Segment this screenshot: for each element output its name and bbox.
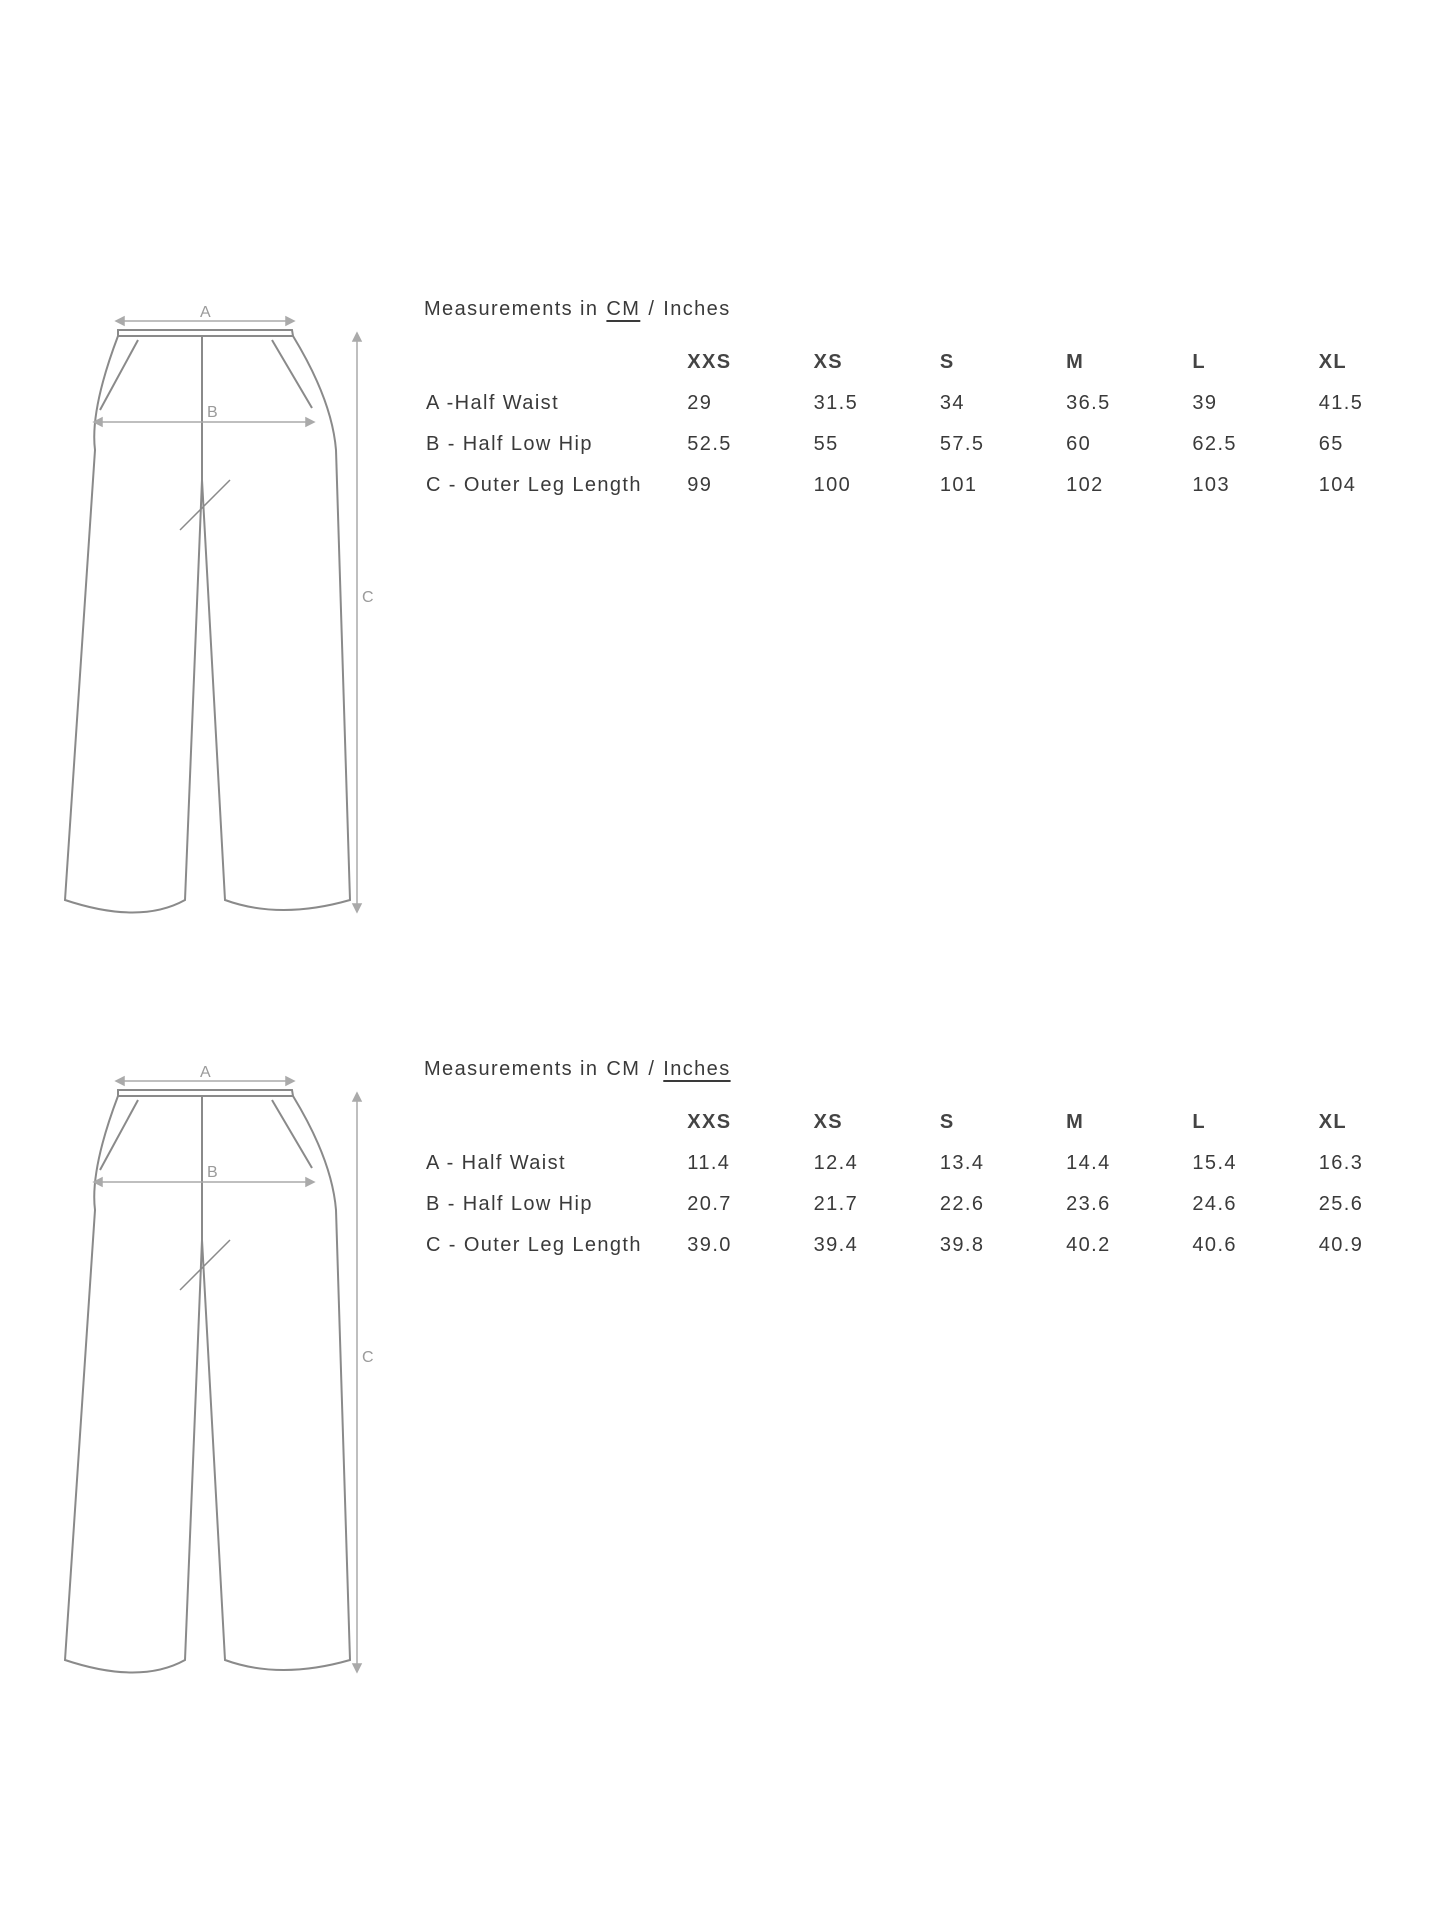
table-cell: 100 [813, 474, 852, 496]
size-l: L [1192, 351, 1207, 373]
unit-inches-toggle[interactable]: Inches [663, 298, 731, 320]
table-row [420, 1184, 1445, 1225]
table-cell: 39.4 [813, 1234, 859, 1256]
table-cell: 20.7 [687, 1193, 732, 1215]
table-cell: 11.4 [687, 1152, 731, 1174]
table-row [420, 465, 1445, 506]
table-cell: 15.4 [1192, 1152, 1237, 1174]
measurements-label: Measurements in [424, 1058, 599, 1080]
size-xl: XL [1318, 1111, 1348, 1133]
label-a: A [200, 304, 211, 321]
table-row [420, 383, 1445, 424]
size-xxs: XXS [687, 1111, 732, 1133]
table-cell: 65 [1318, 433, 1344, 455]
table-cell: 31.5 [813, 392, 859, 414]
size-xs: XS [813, 351, 844, 373]
table-cell: 23.6 [1066, 1193, 1111, 1215]
unit-cm-toggle[interactable]: CM [606, 1058, 641, 1080]
table-cell: 104 [1318, 474, 1357, 496]
header-spacer [420, 1102, 687, 1143]
table-cell: 102 [1066, 474, 1104, 496]
row-label-outer-leg-length: C - Outer Leg Length [426, 1234, 642, 1256]
unit-inches-toggle[interactable]: Inches [663, 1058, 731, 1080]
table-cell: 101 [939, 474, 978, 496]
table-cell: 39.8 [939, 1234, 985, 1256]
row-label-outer-leg-length: C - Outer Leg Length [426, 474, 642, 496]
table-cell: 21.7 [813, 1193, 859, 1215]
size-chart-inches [0, 1050, 1445, 1750]
label-b: B [207, 404, 218, 421]
label-a: A [200, 1064, 211, 1081]
label-c: C [362, 1349, 374, 1366]
size-s: S [939, 351, 955, 373]
size-xxs: XXS [687, 351, 732, 373]
size-m: M [1066, 351, 1085, 373]
table-cell: 40.2 [1066, 1234, 1111, 1256]
size-table [420, 342, 1445, 506]
unit-selector [424, 298, 731, 321]
table-row [420, 424, 1445, 465]
table-cell: 25.6 [1318, 1193, 1364, 1215]
unit-selector [424, 1058, 731, 1081]
size-table [420, 1102, 1445, 1266]
size-l: L [1192, 1111, 1207, 1133]
table-cell: 41.5 [1318, 392, 1364, 414]
unit-separator: / [648, 1058, 656, 1080]
label-c: C [362, 589, 374, 606]
table-cell: 34 [939, 392, 965, 414]
table-cell: 39.0 [687, 1234, 732, 1256]
table-cell: 99 [687, 474, 713, 496]
measurements-label: Measurements in [424, 298, 599, 320]
row-label-half-waist: A - Half Waist [426, 1152, 566, 1174]
size-header-row [420, 1102, 1445, 1143]
table-cell: 29 [687, 392, 713, 414]
table-cell: 13.4 [939, 1152, 985, 1174]
row-label-half-low-hip: B - Half Low Hip [426, 433, 593, 455]
unit-cm-toggle[interactable]: CM [606, 298, 641, 320]
table-cell: 39 [1192, 392, 1218, 414]
table-row [420, 1143, 1445, 1184]
table-cell: 24.6 [1192, 1193, 1237, 1215]
trouser-diagram [40, 1050, 400, 1700]
table-cell: 60 [1066, 433, 1092, 455]
size-s: S [939, 1111, 955, 1133]
row-label-half-low-hip: B - Half Low Hip [426, 1193, 593, 1215]
table-cell: 40.9 [1318, 1234, 1364, 1256]
trouser-illustration [40, 1050, 400, 1700]
trouser-illustration [40, 290, 400, 940]
size-xs: XS [813, 1111, 844, 1133]
row-label-half-waist: A -Half Waist [426, 392, 560, 414]
table-cell: 36.5 [1066, 392, 1111, 414]
size-m: M [1066, 1111, 1085, 1133]
table-cell: 57.5 [939, 433, 985, 455]
trouser-diagram [40, 290, 400, 940]
table-cell: 62.5 [1192, 433, 1237, 455]
size-header-row [420, 342, 1445, 383]
header-spacer [420, 342, 687, 383]
table-cell: 52.5 [687, 433, 732, 455]
table-cell: 40.6 [1192, 1234, 1237, 1256]
unit-separator: / [648, 298, 656, 320]
size-xl: XL [1318, 351, 1348, 373]
table-cell: 12.4 [813, 1152, 859, 1174]
table-cell: 55 [813, 433, 839, 455]
table-cell: 16.3 [1318, 1152, 1364, 1174]
table-cell: 22.6 [939, 1193, 985, 1215]
size-chart-cm [0, 290, 1445, 990]
table-row [420, 1225, 1445, 1266]
table-cell: 14.4 [1066, 1152, 1111, 1174]
label-b: B [207, 1164, 218, 1181]
table-cell: 103 [1192, 474, 1230, 496]
